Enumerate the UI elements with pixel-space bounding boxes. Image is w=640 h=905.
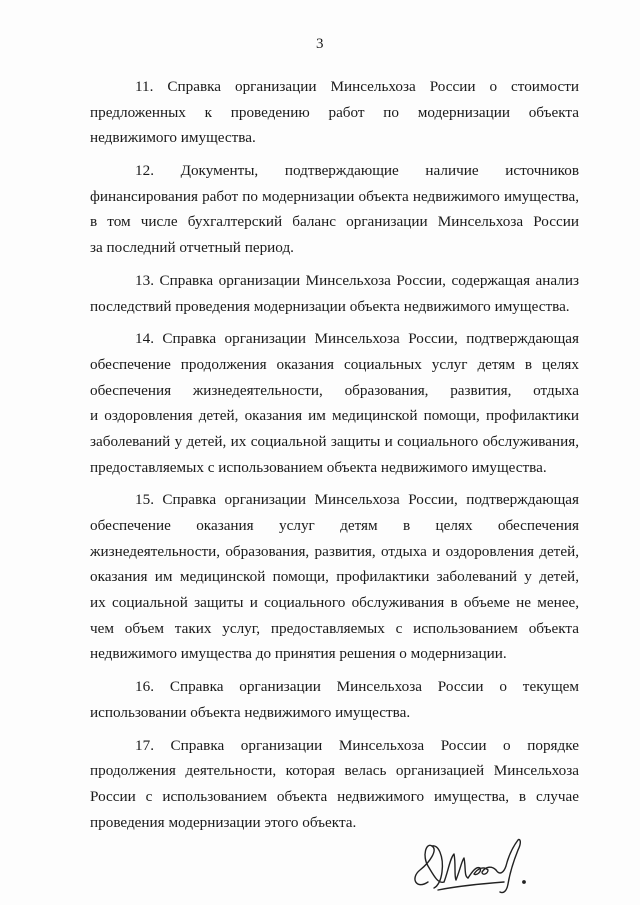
document-body — [90, 74, 579, 842]
paragraph-line: обеспечение продолжения оказания социальных услуг детям в целях — [90, 355, 579, 373]
paragraph-line: предложенных к проведению работ по модернизации объекта — [90, 103, 579, 121]
paragraph-item-12 — [90, 158, 579, 261]
paragraph-line: чем объем таких услуг, предоставляемых с использованием объекта — [90, 619, 579, 637]
paragraph-line: предоставляемых с использованием объекта недвижимого имущества. — [90, 458, 547, 476]
paragraph-line: финансирования работ по модернизации объекта недвижимого имущества, — [90, 187, 579, 205]
paragraph-item-14 — [90, 326, 579, 480]
paragraph-item-11 — [90, 74, 579, 151]
paragraph-line: жизнедеятельности, образования, развития, отдыха и оздоровления детей, — [90, 542, 579, 560]
paragraph-line: 11. Справка организации Минсельхоза России о стоимости — [135, 78, 579, 95]
paragraph-line: 16. Справка организации Минсельхоза России о текущем — [135, 678, 579, 696]
paragraph-line: за последний отчетный период. — [90, 239, 294, 257]
paragraph-line: использовании объекта недвижимого имущества. — [90, 703, 411, 721]
paragraph-item-13 — [90, 268, 579, 319]
signature-icon — [408, 832, 548, 898]
paragraph-line: России с использованием объекта недвижимого имущества, в случае — [90, 787, 579, 805]
paragraph-line: в том числе бухгалтерский баланс организации Минсельхоза России — [90, 213, 579, 231]
paragraph-line: недвижимого имущества. — [90, 129, 256, 147]
page-number: 3 — [316, 36, 324, 52]
paragraph-line: продолжения деятельности, которая велась организацией Минсельхоза — [90, 762, 579, 780]
paragraph-line: заболеваний у детей, их социальной защиты и социального обслуживания, — [90, 432, 579, 450]
paragraph-line: обеспечения жизнедеятельности, образования, развития, отдыха — [90, 381, 579, 399]
paragraph-line: оказания им медицинской помощи, профилактики заболеваний у детей, — [90, 568, 579, 586]
paragraph-line: 17. Справка организации Минсельхоза России о порядке — [135, 736, 579, 754]
paragraph-line: 15. Справка организации Минсельхоза России, подтверждающая — [135, 491, 579, 509]
paragraph-line: проведения модернизации этого объекта. — [90, 813, 357, 831]
paragraph-line: обеспечение оказания услуг детям в целях обеспечения — [90, 517, 579, 534]
paragraph-line: 13. Справка организации Минсельхоза России, содержащая анализ — [135, 271, 579, 289]
paragraph-line: и оздоровления детей, оказания им медицинской помощи, профилактики — [90, 407, 579, 425]
paragraph-item-15 — [90, 487, 579, 667]
paragraph-line: недвижимого имущества до принятия решения о модернизации. — [90, 645, 507, 663]
paragraph-line: 12. Документы, подтверждающие наличие источников — [135, 162, 579, 180]
paragraph-line: последствий проведения модернизации объекта недвижимого имущества. — [90, 297, 570, 315]
paragraph-item-17 — [90, 733, 579, 836]
paragraph-item-16 — [90, 674, 579, 725]
paragraph-line: их социальной защиты и социального обслуживания в объеме не менее, — [90, 594, 579, 612]
paragraph-line: 14. Справка организации Минсельхоза России, подтверждающая — [135, 330, 579, 348]
